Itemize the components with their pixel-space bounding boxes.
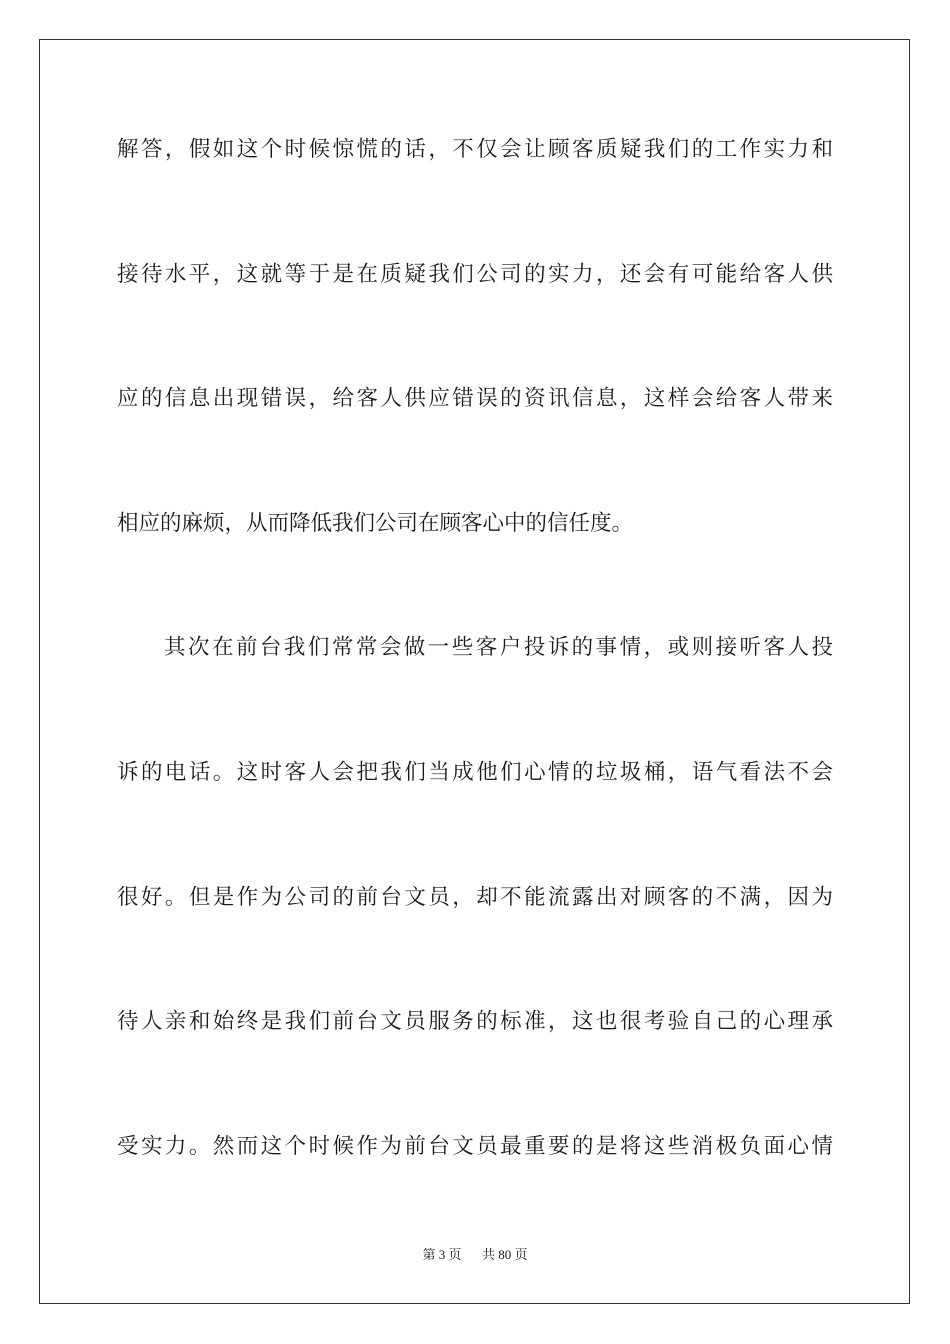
body-line-2: 接待水平，这就等于是在质疑我们公司的实力，还会有可能给客人供 bbox=[117, 262, 833, 287]
body-line-4: 相应的麻烦，从而降低我们公司在顾客心中的信任度。 bbox=[117, 511, 634, 536]
page-footer bbox=[0, 1246, 950, 1264]
total-pages: 共 80 页 bbox=[482, 1247, 528, 1262]
body-line-9: 受实力。然而这个时候作为前台文员最重要的是将这些消极负面心情 bbox=[117, 1134, 833, 1159]
body-line-3: 应的信息出现错误，给客人供应错误的资讯信息，这样会给客人带来 bbox=[117, 386, 833, 411]
body-line-1: 解答，假如这个时候惊慌的话，不仅会让顾客质疑我们的工作实力和 bbox=[117, 137, 833, 162]
body-line-8: 待人亲和始终是我们前台文员服务的标准，这也很考验自己的心理承 bbox=[117, 1009, 833, 1034]
body-line-5: 其次在前台我们常常会做一些客户投诉的事情，或则接听客人投 bbox=[164, 635, 833, 660]
page-border bbox=[39, 39, 910, 1304]
body-line-7: 很好。但是作为公司的前台文员，却不能流露出对顾客的不满，因为 bbox=[117, 885, 833, 910]
page-number: 第 3 页 bbox=[422, 1247, 462, 1262]
body-line-6: 诉的电话。这时客人会把我们当成他们心情的垃圾桶，语气看法不会 bbox=[117, 760, 833, 785]
